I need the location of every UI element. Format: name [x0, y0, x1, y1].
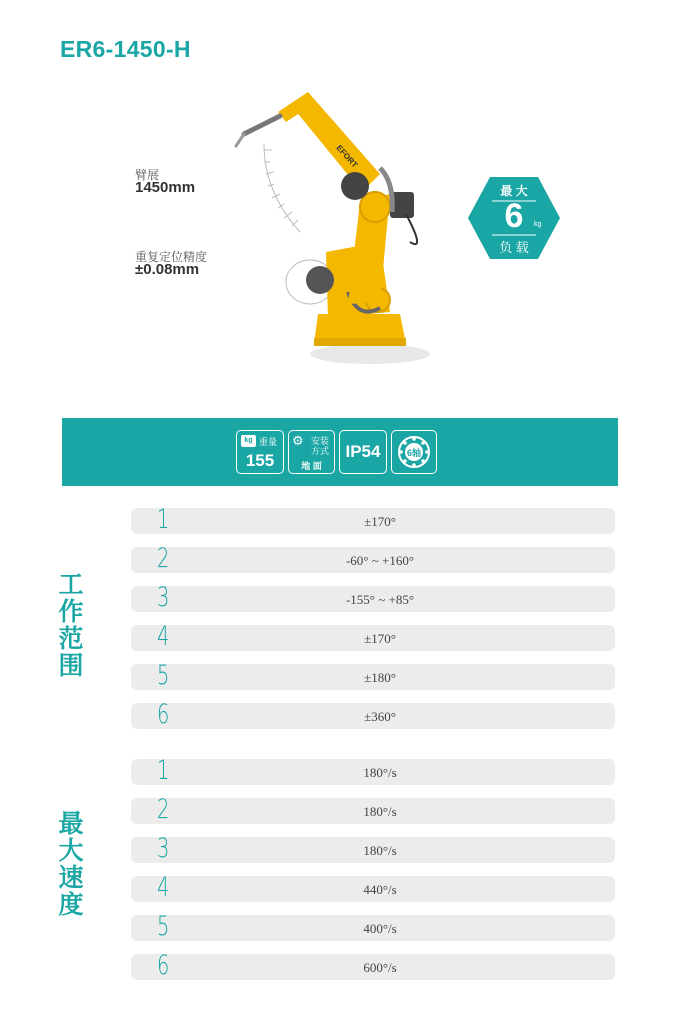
axis-number: 3 — [157, 833, 170, 864]
range-value: ±170° — [364, 631, 396, 646]
reach-arc-icon — [264, 144, 300, 232]
weight-badge — [236, 430, 284, 474]
axis-number: 4 — [157, 872, 170, 903]
table-row — [131, 699, 615, 730]
table-row — [131, 660, 615, 691]
range-value: -60° ~ +160° — [345, 553, 415, 568]
table-row — [131, 755, 615, 786]
speed-value: 180°/s — [363, 843, 397, 858]
table-row — [131, 504, 615, 535]
payload-top-label: 最 大 — [500, 184, 528, 198]
axis-number: 2 — [157, 543, 170, 574]
table-row — [131, 872, 615, 903]
max-speed-label — [55, 811, 87, 919]
axis-number: 5 — [157, 660, 170, 691]
table-row — [131, 582, 615, 613]
speed-value: 180°/s — [363, 804, 397, 819]
axes-value: 6轴 — [406, 448, 421, 458]
axis-number: 2 — [157, 794, 170, 825]
table-row — [131, 794, 615, 825]
table-row — [131, 911, 615, 942]
axis-number: 6 — [157, 950, 170, 981]
payload-unit: kg — [534, 221, 542, 228]
range-value: ±180° — [364, 670, 396, 685]
max-speed-label-text: 最大速度 — [58, 810, 84, 919]
axes-badge — [391, 430, 437, 474]
speed-value: 440°/s — [363, 882, 397, 897]
payload-badge — [468, 177, 560, 259]
spec-banner — [62, 418, 618, 486]
mount-label-1: 安装 — [311, 436, 330, 446]
table-row — [131, 543, 615, 574]
speed-value: 180°/s — [363, 765, 397, 780]
axis-number: 5 — [157, 911, 170, 942]
range-value: -155° ~ +85° — [345, 592, 415, 607]
reach-label: 臂展 — [135, 168, 160, 182]
table-row — [131, 833, 615, 864]
speed-value: 600°/s — [363, 960, 397, 975]
ip-rating-value: IP54 — [345, 442, 381, 461]
payload-bottom-label: 负 载 — [499, 240, 529, 255]
robot-arm-illustration — [230, 82, 430, 372]
axis-number: 6 — [157, 699, 170, 730]
range-value: ±170° — [364, 514, 396, 529]
repeatability-value: ±0.08mm — [135, 261, 200, 278]
mount-label-2: 方式 — [311, 446, 330, 456]
range-value: ±360° — [364, 709, 396, 724]
working-range-label-text: 工作范围 — [58, 571, 84, 680]
axis-number: 1 — [157, 504, 170, 535]
ip-rating-badge — [339, 430, 387, 474]
mount-badge — [288, 430, 335, 474]
model-title: ER6-1450-H — [60, 36, 191, 62]
weight-label: 重量 — [259, 437, 278, 447]
table-row — [131, 621, 615, 652]
payload-value: 6 — [504, 197, 524, 235]
working-range-label — [55, 572, 87, 680]
axis-number: 4 — [157, 621, 170, 652]
table-row — [131, 950, 615, 981]
axis-number: 3 — [157, 582, 170, 613]
robot-brand-text: EFORT — [334, 143, 360, 170]
weight-icon: kg — [241, 435, 256, 447]
reach-value: 1450mm — [135, 179, 196, 196]
speed-value: 400°/s — [363, 921, 397, 936]
mount-value: 地 面 — [301, 461, 322, 471]
gear-icon: ⚙ — [292, 433, 304, 448]
repeatability-label: 重复定位精度 — [135, 250, 208, 264]
weight-value: 155 — [245, 451, 275, 470]
axis-number: 1 — [157, 755, 170, 786]
